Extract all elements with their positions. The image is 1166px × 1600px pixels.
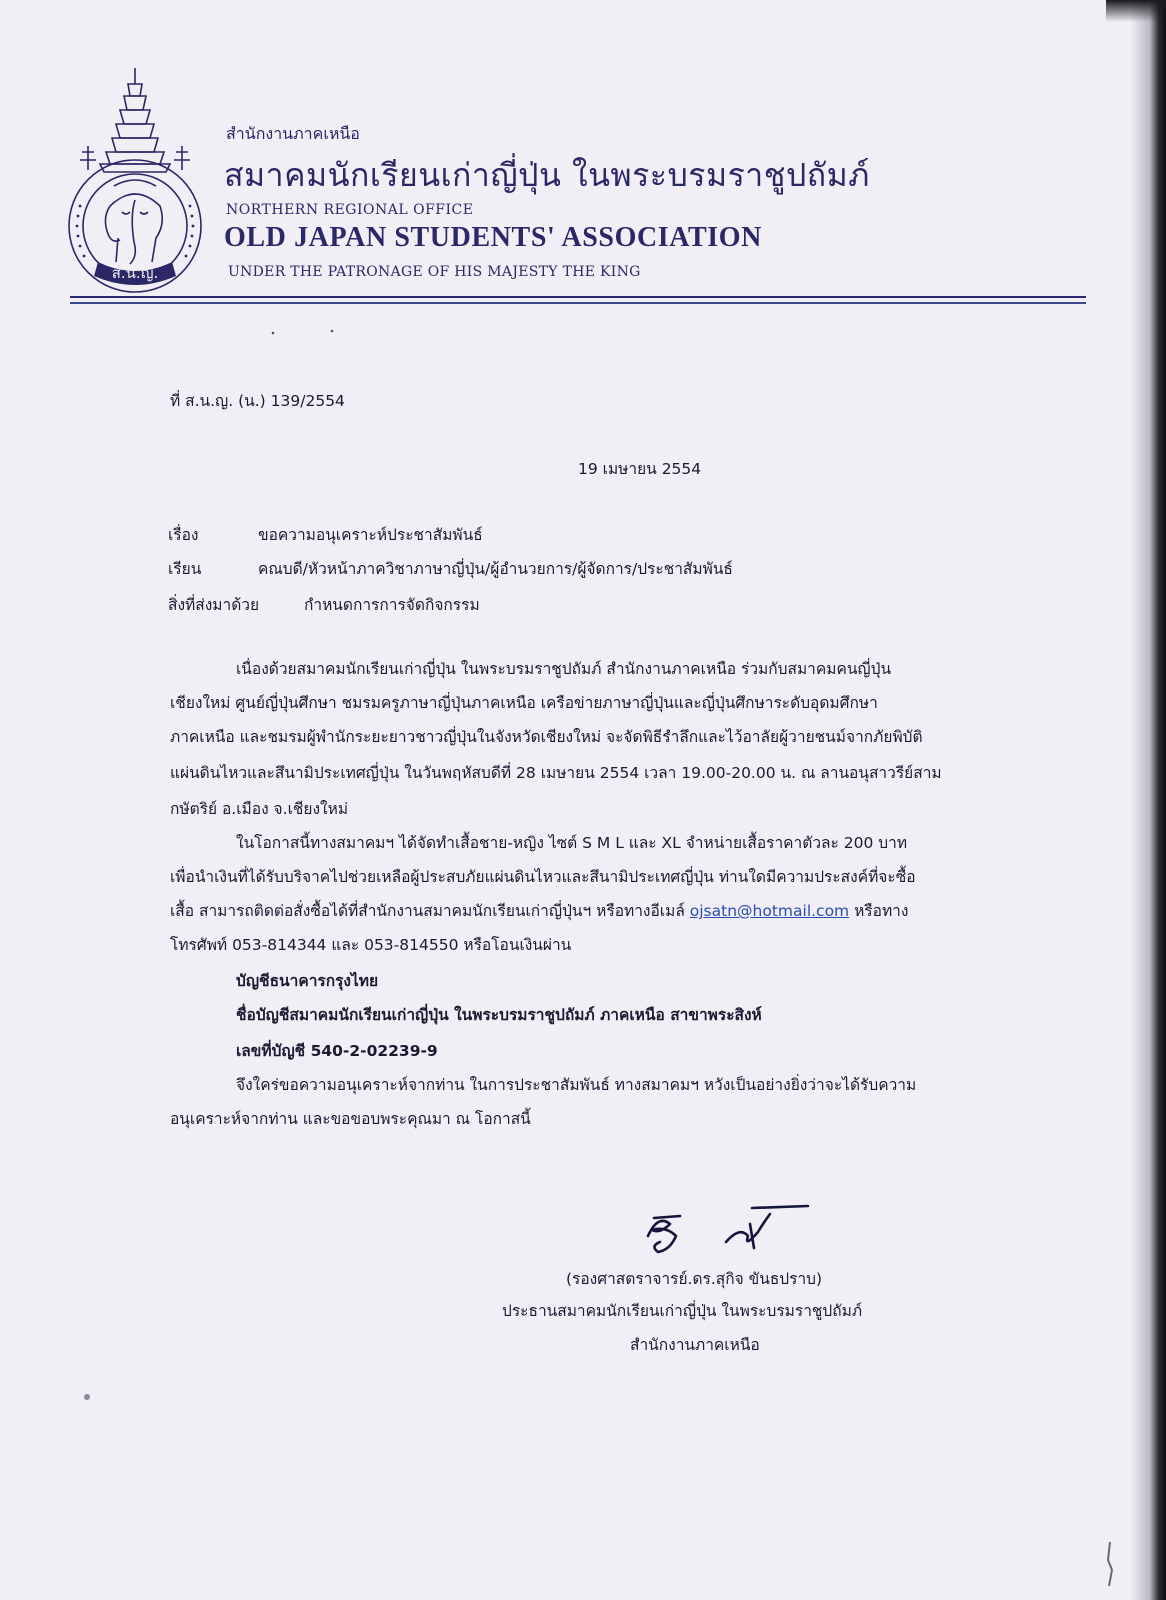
letterhead-rule-bottom [70, 302, 1086, 304]
enclosure-text: กำหนดการการจัดกิจกรรม [304, 596, 480, 614]
scan-corner-mark [1100, 1540, 1120, 1588]
recipient-text: คณบดี/หัวหน้าภาควิชาภาษาญี่ปุ่น/ผู้อำนวยการ/ผู้จัดการ/ประชาสัมพันธ์ [258, 560, 733, 578]
letterhead-association-english: OLD JAPAN STUDENTS' ASSOCIATION [224, 222, 763, 253]
letterhead-office-english: NORTHERN REGIONAL OFFICE [226, 202, 474, 218]
letter-date: 19 เมษายน 2554 [578, 460, 702, 478]
letterhead-association-thai: สมาคมนักเรียนเก่าญี่ปุ่น ในพระบรมราชูปถัมภ์ [224, 156, 870, 194]
subject-label: เรื่อง [168, 526, 199, 544]
signatory-office: สำนักงานภาคเหนือ [630, 1336, 760, 1354]
paragraph-1-line: ภาคเหนือ และชมรมผู้พำนักระยะยาวชาวญี่ปุ่นในจังหวัดเชียงใหม่ จะจัดพิธีรำลึกและไว้อาลัยผู้วายชนม์จากภัยพิบัติ [170, 728, 923, 746]
paragraph-3-line: อนุเคราะห์จากท่าน และขอขอบพระคุณมา ณ โอกาสนี้ [170, 1110, 531, 1128]
seal-initials: ส.น.ญ. [111, 264, 159, 282]
paragraph-1-line: แผ่นดินไหวและสึนามิประเทศญี่ปุ่น ในวันพฤหัสบดีที่ 28 เมษายน 2554 เวลา 19.00-20.00 น. ณ ลานอนุสาวรีย์สาม [170, 764, 942, 782]
enclosure-label: สิ่งที่ส่งมาด้วย [168, 596, 260, 614]
scan-edge-shadow [1130, 0, 1166, 1600]
paragraph-2-line: เพื่อนำเงินที่ได้รับบริจาคไปช่วยเหลือผู้ประสบภัยแผ่นดินไหวและสึนามิประเทศญี่ปุ่น ท่านใดมีความประสงค์ที่จะซื้อ [170, 868, 916, 886]
letterhead-patronage: UNDER THE PATRONAGE OF HIS MAJESTY THE KING [228, 264, 641, 280]
bank-account-name: ชื่อบัญชีสมาคมนักเรียนเก่าญี่ปุ่น ในพระบรมราชูปถัมภ์ ภาคเหนือ สาขาพระสิงห์ [236, 1006, 762, 1024]
scan-corner-shadow [1106, 0, 1166, 22]
bank-account-number: เลขที่บัญชี 540-2-02239-9 [236, 1042, 438, 1060]
scan-speck [84, 1394, 90, 1400]
scan-specks [270, 328, 340, 338]
subject-text: ขอความอนุเคราะห์ประชาสัมพันธ์ [258, 526, 483, 544]
paragraph-1-line: เชียงใหม่ ศูนย์ญี่ปุ่นศึกษา ชมรมครูภาษาญี่ปุ่นภาคเหนือ เครือข่ายภาษาญี่ปุ่นและญี่ปุ่นศึกษาระดับอุดมศึกษา [170, 694, 878, 712]
recipient-label: เรียน [168, 560, 202, 578]
signatory-title: ประธานสมาคมนักเรียนเก่าญี่ปุ่น ในพระบรมราชูปถัมภ์ [502, 1302, 863, 1320]
paragraph-2-line: ในโอกาสนี้ทางสมาคมฯ ได้จัดทำเสื้อชาย-หญิง ไซต์ S M L และ XL จำหน่ายเสื้อราคาตัวละ 200 บาท [236, 834, 908, 852]
bank-name: บัญชีธนาคารกรุงไทย [236, 972, 379, 990]
reference-number: ที่ ส.น.ญ. (น.) 139/2554 [170, 392, 345, 410]
paragraph-1-line: กษัตริย์ อ.เมือง จ.เชียงใหม่ [170, 800, 349, 818]
paragraph-2-line [170, 898, 908, 923]
paragraph-3-line: จึงใคร่ขอความอนุเคราะห์จากท่าน ในการประชาสัมพันธ์ ทางสมาคมฯ หวังเป็นอย่างยิ่งว่าจะได้รับความ [236, 1076, 917, 1094]
paragraph-2-line: โทรศัพท์ 053-814344 และ 053-814550 หรือโอนเงินผ่าน [170, 936, 572, 954]
letterhead-rule-top [70, 296, 1086, 298]
paragraph-2-line-text: เสื้อ สามารถติดต่อสั่งซื้อได้ที่สำนักงานสมาคมนักเรียนเก่าญี่ปุ่นฯ หรือทางอีเมล์ [170, 902, 685, 920]
signatory-name: (รองศาสตราจารย์.ดร.สุกิจ ขันธปราบ) [566, 1270, 823, 1288]
paragraph-1-line: เนื่องด้วยสมาคมนักเรียนเก่าญี่ปุ่น ในพระบรมราชูปถัมภ์ สำนักงานภาคเหนือ ร่วมกับสมาคมคนญี่ปุ่น [236, 660, 892, 678]
letterhead-office-thai: สำนักงานภาคเหนือ [226, 124, 360, 143]
association-seal-icon [60, 66, 210, 300]
email-link[interactable]: ojsatn@hotmail.com [689, 902, 850, 920]
handwritten-signature [640, 1196, 820, 1260]
paragraph-2-line-tail: หรือทาง [854, 902, 909, 920]
